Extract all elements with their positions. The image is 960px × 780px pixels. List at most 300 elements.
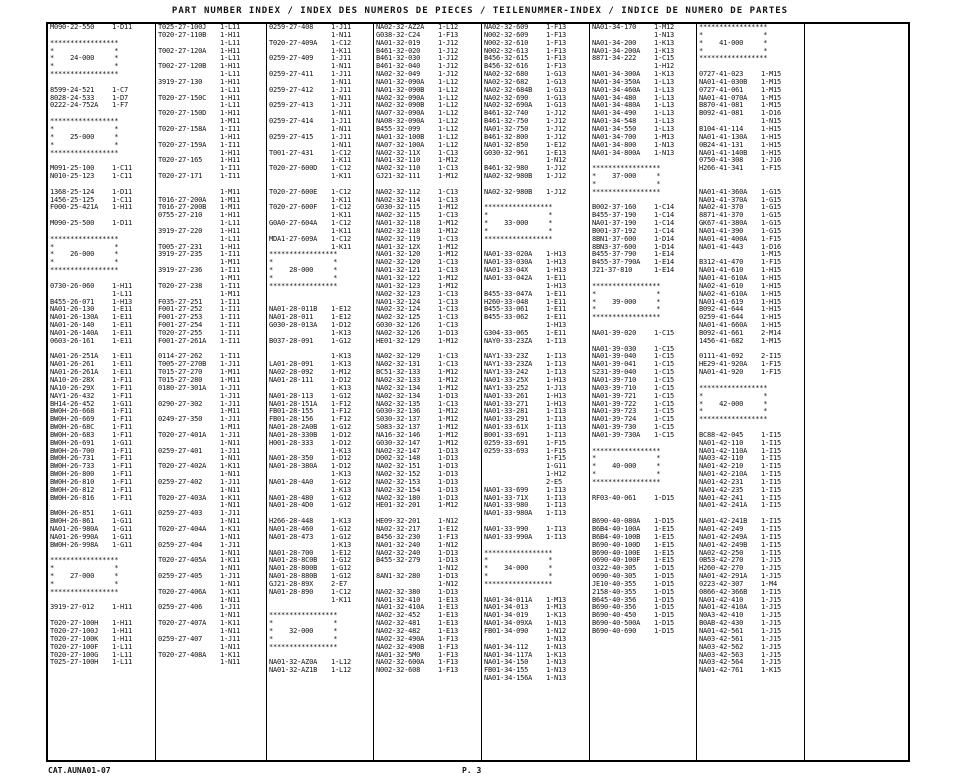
part-number: T020-27-403A (158, 493, 207, 502)
location-ref: 1-K11 (220, 493, 241, 502)
part-number: T002-27-120B (158, 62, 207, 71)
part-number: NA02-32-147 (376, 446, 421, 455)
part-number: NA03-42-561 (699, 634, 744, 643)
location-ref: 1-K11 (220, 556, 241, 565)
part-number: F001-27-252 (158, 305, 203, 314)
location-ref: 1-L11 (220, 101, 241, 110)
part-number: ***************** (592, 477, 661, 486)
part-number: NA01-34-013 (484, 603, 529, 612)
index-row (267, 40, 373, 48)
location-ref: 1-M12 (438, 226, 459, 235)
location-ref: 1-D13 (438, 493, 459, 502)
location-ref: 1-M12 (438, 172, 459, 181)
location-ref: 1-J11 (220, 477, 241, 486)
location-ref: 1-K11 (331, 242, 352, 251)
location-ref: 1-J15 (761, 619, 782, 628)
location-ref: 1-I15 (761, 430, 782, 439)
location-ref: 1-H13 (546, 391, 567, 400)
index-row (156, 557, 266, 565)
index-row (267, 291, 373, 299)
part-number: ***************** (592, 164, 661, 173)
part-number: 8BN1-37-600 (592, 234, 637, 243)
location-ref: 1-N11 (331, 77, 352, 86)
location-ref: 1-I13 (546, 532, 567, 541)
location-ref: 1-D13 (438, 328, 459, 337)
part-number: 1456-25-125 (50, 195, 95, 204)
part-number: NA02-32-217 (376, 525, 421, 533)
location-ref: 1-F12 (331, 399, 352, 408)
location-ref: 1-D13 (438, 485, 459, 494)
index-row (590, 502, 696, 510)
part-number: NA01-33-042A (484, 274, 533, 282)
location-ref: 1-L12 (438, 109, 459, 118)
part-number: NA01-39-730 (592, 423, 637, 432)
location-ref: 1-C13 (438, 266, 459, 275)
part-number: NA02-32-126 (376, 328, 421, 337)
index-row (48, 173, 155, 181)
part-number: T020-27-404A (158, 525, 207, 533)
location-ref: 1-I15 (761, 587, 782, 596)
part-number: 0755-27-210 (158, 211, 203, 220)
part-number: B455-32-099 (376, 124, 421, 133)
part-number: 3919-27-220 (158, 226, 203, 235)
page-number: P. 3 (462, 766, 482, 775)
part-number: ***************** (269, 281, 338, 290)
part-number: NAY1-33-252 (484, 383, 529, 392)
part-number: B455-26-071 (50, 297, 95, 306)
part-number: 0259-33-691 (484, 438, 529, 447)
location-ref: 1-G11 (546, 462, 567, 471)
index-row (267, 204, 373, 212)
location-ref: 1-D15 (654, 603, 675, 612)
part-number: F000-25-421A (50, 203, 99, 212)
location-ref: 1-L11 (220, 219, 241, 228)
index-row (482, 338, 589, 346)
location-ref: 1-H13 (546, 266, 567, 275)
part-number: NAY1-33-242 (484, 368, 529, 377)
part-number: T020-27-100J (50, 626, 99, 635)
location-ref: 1-I15 (761, 548, 782, 557)
part-number: NA02-41-370 (699, 203, 744, 212)
location-ref: 1-E11 (112, 336, 133, 345)
part-number: NA01-28-380A (269, 462, 318, 471)
location-ref: 1-L11 (220, 234, 241, 243)
part-number: NA01-39-721 (592, 391, 637, 400)
location-ref: 1-D12 (331, 375, 352, 384)
part-number: 3919-27-130 (158, 77, 203, 86)
location-ref: 1-G15 (761, 187, 782, 196)
location-ref: 1-L11 (112, 650, 133, 659)
part-number: * * (699, 407, 768, 416)
index-column-2 (155, 24, 266, 760)
location-ref: 1-F15 (546, 454, 567, 463)
location-ref: 1-K11 (331, 595, 352, 604)
part-number: 2158-40-355 (592, 587, 637, 596)
part-number: B455-37-790 (592, 250, 637, 259)
location-ref: 1-I15 (761, 462, 782, 471)
part-number: B461-32-020 (376, 46, 421, 55)
location-ref: 1-N11 (331, 140, 352, 149)
location-ref: 1-C15 (654, 415, 675, 424)
location-ref: 1-G13 (546, 77, 567, 86)
part-number: NA02-32-114 (376, 195, 421, 204)
part-number: T020-27-100H (50, 619, 99, 628)
location-ref: 1-G12 (331, 564, 352, 573)
location-ref: 1-N11 (331, 93, 352, 102)
part-number: NA01-41-140B (699, 148, 748, 157)
location-ref: 1-J15 (761, 626, 782, 635)
location-ref: 1-D13 (438, 572, 459, 581)
part-number: * * (269, 619, 338, 628)
part-number: H266-28-448 (269, 517, 314, 526)
part-number: NA01-39-710 (592, 375, 637, 384)
part-number: * * (592, 305, 661, 314)
part-number: NA01-28-8C0B (269, 556, 318, 565)
part-number: NA02-32-980B (484, 187, 533, 196)
location-ref: 1-C12 (331, 164, 352, 173)
part-number: T005-27-231 (158, 242, 203, 251)
part-number: G030-32-136 (376, 407, 421, 416)
part-number: 0180-27-301A (158, 383, 207, 392)
location-ref: 1-K13 (331, 446, 352, 455)
location-ref: 1-N11 (220, 579, 241, 588)
location-ref: 1-L13 (654, 93, 675, 102)
location-ref: 1-I11 (220, 172, 241, 181)
part-number: * 25-000 * (50, 132, 119, 141)
part-number: LA01-28-091 (269, 360, 314, 369)
index-row (156, 448, 266, 456)
location-ref: 1-N11 (220, 564, 241, 573)
location-ref: 1-F13 (546, 38, 567, 47)
location-ref: 1-D15 (654, 595, 675, 604)
part-number: B001-33-691 (484, 430, 529, 439)
location-ref: 1-N13 (546, 674, 567, 683)
index-row (697, 110, 804, 118)
part-number: NA01-32-240 (376, 540, 421, 549)
location-ref: 1-G12 (331, 423, 352, 432)
location-ref: 1-J11 (331, 117, 352, 126)
location-ref: 1-C13 (438, 289, 459, 298)
location-ref: 1-E11 (112, 305, 133, 314)
location-ref: 1-F11 (112, 383, 133, 392)
location-ref: 1-F13 (438, 532, 459, 541)
part-number: M091-25-100 (50, 164, 95, 173)
location-ref: 1-K13 (331, 485, 352, 494)
location-ref: 1-K13 (654, 46, 675, 55)
part-number: B455-33-062 (484, 313, 529, 322)
part-number: T020-27-238 (158, 281, 203, 290)
location-ref: 2-E5 (546, 477, 563, 486)
location-ref: 1-F15 (761, 258, 782, 267)
location-ref: 1-I11 (220, 336, 241, 345)
location-ref: 1-J16 (761, 156, 782, 165)
index-row (48, 542, 155, 550)
location-ref: 1-N11 (331, 62, 352, 71)
index-row (267, 236, 373, 244)
part-number: BW0H-26-810 (50, 477, 95, 486)
location-ref: 1-H11 (112, 603, 133, 612)
location-ref: 1-M11 (220, 423, 241, 432)
location-ref: 1-J11 (220, 572, 241, 581)
location-ref: 1-K13 (546, 650, 567, 659)
part-number: T015-27-280 (158, 375, 203, 384)
part-number: 0259-27-405 (158, 572, 203, 581)
part-number: NA01-32-123 (376, 281, 421, 290)
part-number: BW0H-26-691 (50, 438, 95, 447)
index-row (590, 432, 696, 440)
location-ref: 1-E13 (438, 611, 459, 620)
part-number: NA01-33-25X (484, 375, 529, 384)
part-number: NA02-32-153 (376, 477, 421, 486)
location-ref: 1-N11 (331, 30, 352, 39)
part-number: NA01-42-241B (699, 517, 748, 526)
location-ref: 1-G11 (112, 399, 133, 408)
part-number: NA01-28-011B (269, 305, 318, 314)
location-ref: 1-C13 (438, 352, 459, 361)
part-number: * * (50, 579, 119, 588)
location-ref: 1-I13 (546, 525, 567, 533)
location-ref: 1-I15 (761, 477, 782, 486)
part-number: T020-27-150C (158, 93, 207, 102)
location-ref: 1-J12 (438, 62, 459, 71)
part-number: N002-32-608 (376, 666, 421, 675)
location-ref: 1-C15 (654, 344, 675, 353)
part-number: * * (50, 62, 119, 71)
part-number: NA01-34-490 (592, 109, 637, 118)
part-number: NA01-42-291A (699, 572, 748, 581)
part-number: NA01-32-AZ0A (269, 658, 318, 667)
part-number: FB01-34-155 (484, 666, 529, 675)
part-number: NA02-32-133 (376, 375, 421, 384)
location-ref: 1-D14 (654, 234, 675, 243)
location-ref: 1-L12 (438, 24, 459, 31)
part-number: * 32-000 * (269, 626, 338, 635)
location-ref: 1-M11 (220, 368, 241, 377)
location-ref: 1-M15 (761, 336, 782, 345)
part-number: G030-32-147 (376, 438, 421, 447)
index-row (48, 102, 155, 110)
part-number: B645-40-356 (592, 595, 637, 604)
part-number: NA01-32-090A (376, 77, 425, 86)
location-ref: 1-J12 (546, 164, 567, 173)
part-number: G304-33-065 (484, 328, 529, 337)
index-row (374, 173, 481, 181)
location-ref: 1-F7 (112, 101, 129, 110)
location-ref: 1-J15 (761, 603, 782, 612)
location-ref: 1-K11 (220, 619, 241, 628)
location-ref: 1-E11 (112, 360, 133, 369)
location-ref: 1-G12 (331, 556, 352, 565)
location-ref: 1-H11 (220, 148, 241, 157)
part-number: NA01-33-980A (484, 509, 533, 518)
part-number: NAY0-33-23ZA (484, 336, 533, 345)
part-number: NA01-41-443 (699, 242, 744, 251)
part-number: * * (484, 211, 553, 220)
part-number: B312-41-470 (699, 258, 744, 267)
part-number: T020-27-600D (269, 164, 318, 173)
part-number: NA01-42-241A (699, 501, 748, 510)
index-row (156, 79, 266, 87)
location-ref: 1-F15 (761, 360, 782, 369)
location-ref: 1-I15 (761, 454, 782, 463)
location-ref: 1-I11 (220, 313, 241, 322)
index-row (482, 173, 589, 181)
index-row (482, 448, 589, 456)
location-ref: 1-N11 (220, 470, 241, 479)
location-ref: 1-N11 (220, 501, 241, 510)
part-number: BW0H-26-68C (50, 423, 95, 432)
part-number: NA01-34-200A (592, 46, 641, 55)
location-ref: 1-M12 (438, 438, 459, 447)
index-table (46, 22, 910, 762)
location-ref: 1-E13 (438, 603, 459, 612)
index-row (267, 346, 373, 354)
part-number: NA02-32-118 (376, 226, 421, 235)
part-number: NA01-28-473 (269, 532, 314, 541)
part-number: * 28-000 * (269, 266, 338, 275)
location-ref: 1-I11 (220, 297, 241, 306)
part-number: NA01-32-121 (376, 266, 421, 275)
location-ref: 1-I15 (761, 470, 782, 479)
part-number: * * (50, 242, 119, 251)
location-ref: 1-N12 (438, 579, 459, 588)
location-ref: 1-J11 (220, 399, 241, 408)
location-ref: 1-D15 (654, 626, 675, 635)
location-ref: 1-K11 (331, 172, 352, 181)
part-number: H001-28-333 (269, 438, 314, 447)
index-column-1 (48, 24, 155, 760)
location-ref: 1-G11 (112, 525, 133, 533)
location-ref: 1-E11 (546, 313, 567, 322)
index-row (697, 165, 804, 173)
location-ref: 1-M11 (220, 195, 241, 204)
part-number: NA01-34-112 (484, 642, 529, 651)
part-number: * * (50, 46, 119, 55)
part-number: 0B24-41-131 (699, 140, 744, 149)
location-ref: 1-C12 (331, 234, 352, 243)
location-ref: 1-J11 (331, 85, 352, 94)
location-ref: 1-I13 (546, 368, 567, 377)
part-number: NA01-34-09XA (484, 619, 533, 628)
location-ref: 1-C14 (654, 211, 675, 220)
location-ref: 1-J15 (761, 642, 782, 651)
part-number: T020-27-171 (158, 172, 203, 181)
part-number: N010-25-123 (50, 172, 95, 181)
part-number: NA01-26-261A (50, 368, 99, 377)
location-ref: 1-J15 (761, 572, 782, 581)
part-number: * * (699, 391, 768, 400)
part-number: NAY1-26-432 (50, 391, 95, 400)
location-ref: 1-F13 (438, 650, 459, 659)
part-number: * * (592, 454, 661, 463)
part-number: ***************** (592, 187, 661, 196)
location-ref: 1-N13 (546, 666, 567, 675)
location-ref: 1-C13 (438, 313, 459, 322)
location-ref: 1-E15 (654, 532, 675, 541)
location-ref: 1-E13 (438, 626, 459, 635)
part-number: 0259-27-413 (269, 101, 314, 110)
part-number: NA01-28-111 (269, 375, 314, 384)
part-number: NA01-32-410A (376, 603, 425, 612)
location-ref: 1-E15 (654, 548, 675, 557)
part-number: 1456-41-682 (699, 336, 744, 345)
location-ref: 1-D16 (761, 242, 782, 251)
part-number: NA01-28-880B (269, 572, 318, 581)
location-ref: 1-F11 (112, 493, 133, 502)
part-number: NA01-33-990A (484, 532, 533, 541)
part-number: T020-27-110B (158, 30, 207, 39)
part-number: NA02-32-152 (376, 470, 421, 479)
part-number: 0259-27-403 (158, 509, 203, 518)
location-ref: 1-L11 (220, 70, 241, 79)
location-ref: 1-D15 (654, 587, 675, 596)
location-ref: 1-C15 (654, 383, 675, 392)
part-number: NA01-34-800 (592, 140, 637, 149)
index-row (374, 557, 481, 565)
part-number: J21-37-810 (592, 266, 633, 275)
index-row (48, 220, 155, 228)
location-ref: 1-K11 (331, 156, 352, 165)
part-number: F001-27-253 (158, 313, 203, 322)
part-number: * 34-000 * (484, 564, 553, 573)
index-row (156, 385, 266, 393)
location-ref: 1-M12 (438, 274, 459, 282)
part-number: 0259-27-411 (269, 70, 314, 79)
location-ref: 1-J15 (761, 556, 782, 565)
location-ref: 1-H13 (546, 375, 567, 384)
location-ref: 1-C13 (438, 360, 459, 369)
index-column-8 (804, 24, 912, 760)
location-ref: 1-H15 (761, 289, 782, 298)
location-ref: 1-C15 (654, 375, 675, 384)
location-ref: 1-K11 (331, 195, 352, 204)
part-number: NA01-39-722 (592, 399, 637, 408)
part-number: NA01-28-350 (269, 454, 314, 463)
part-number: 0259-27-407 (158, 634, 203, 643)
index-row (590, 644, 696, 652)
part-number: 0259-27-409 (269, 54, 314, 63)
part-number: NA01-34-117A (484, 650, 533, 659)
part-number: NA01-26-980A (50, 525, 99, 533)
index-row (48, 24, 155, 32)
location-ref: 1-E12 (331, 548, 352, 557)
location-ref: 1-L11 (220, 38, 241, 47)
part-number: BW0H-26-668 (50, 407, 95, 416)
index-row (590, 479, 696, 487)
part-number: B6B4-40-100A (592, 525, 641, 533)
index-row (156, 495, 266, 503)
part-number: * 27-000 * (50, 572, 119, 581)
part-number: NA02-32-120 (376, 258, 421, 267)
part-number: NA01-42-249 (699, 525, 744, 533)
part-number: BW0H-26-812 (50, 485, 95, 494)
location-ref: 1-E13 (438, 619, 459, 628)
part-number: T020-27-100F (50, 642, 99, 651)
part-number: NA02-32-119 (376, 234, 421, 243)
index-row (482, 314, 589, 322)
part-number: * 39-000 * (592, 297, 661, 306)
part-number: NA01-42-231 (699, 477, 744, 486)
location-ref: 1-H11 (220, 226, 241, 235)
location-ref: 1-H15 (761, 266, 782, 275)
location-ref: 1-D12 (331, 321, 352, 330)
location-ref: 1-C12 (331, 587, 352, 596)
index-row (48, 604, 155, 612)
part-number: NA02-32-134 (376, 391, 421, 400)
index-row (267, 589, 373, 597)
part-number: B455-33-061 (484, 305, 529, 314)
part-number: NA01-34-156A (484, 674, 533, 683)
